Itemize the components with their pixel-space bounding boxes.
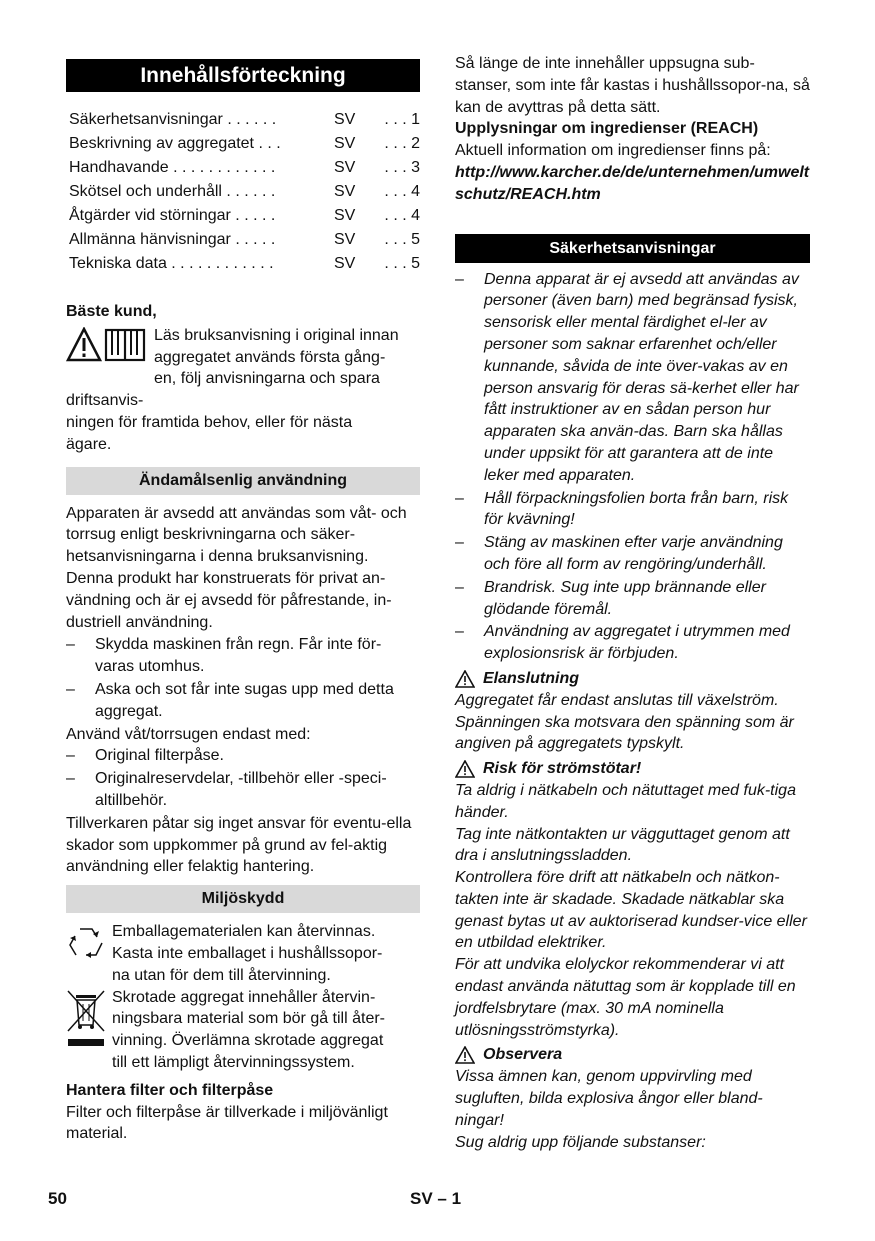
dash-bullet: – [66,747,75,765]
usage-para: Använd våt/torrsugen endast med: [66,725,311,743]
toc-label: Beskrivning av aggregatet . . . [69,135,281,152]
dash-bullet: – [455,270,464,288]
obs-para: Vissa ämnen kan, genom uppvirvling med sugluften, bilda explosiva ångor eller bland-ningar! [455,1068,763,1129]
safety-heading: Säkerhetsanvisningar [455,234,810,263]
dash-bullet: – [455,623,464,641]
reach-heading: Upplysningar om ingredienser (REACH) [455,120,759,138]
toc-row[interactable] [66,228,420,252]
toc-row[interactable] [66,180,420,204]
dash-bullet: – [455,534,464,552]
weee-line: vinning. Överlämna skrotade aggregat [112,1032,384,1050]
obs-heading-text: Observera [483,1046,563,1064]
toc-row[interactable] [66,108,420,132]
warning-icon [455,1046,475,1064]
toc-page: . . . 2 [384,135,420,152]
toc-page: . . . 4 [384,183,420,200]
reach-text: Aktuell information om ingredienser finns på: [455,142,771,160]
list-item [455,621,810,665]
greeting: Bäste kund, [66,303,157,320]
toc-row[interactable] [66,156,420,180]
intro-line: ningen för framtida behov, eller för nästa [66,413,353,431]
warning-manual-icon [66,327,148,370]
toc-row[interactable] [66,132,420,156]
list-item-text: Original filterpåse. [95,747,224,765]
toc-lang: SV [334,135,356,152]
toc-title: Innehållsförteckning [66,59,420,92]
shock-para: Kontrollera före drift att nätkabeln och nätkon-takten inte är skadade. Skadade nätkablar ska genast bytas ut av auktoriserad kundser-vice eller en utbildad elektriker. [455,869,807,952]
intro-line: en, följ anvisningarna och spara driftsanvis- [66,370,380,410]
usage-para: Apparaten är avsedd att användas som våt- och torrsug enligt beskrivningarna och säker-hetsanvisningarna i denna bruksanvisning. [66,504,407,566]
weee-line: Skrotade aggregat innehåller återvin- [112,988,376,1006]
toc-lang: SV [334,183,356,200]
recycle-icon [66,925,106,968]
intro-line: ägare. [66,435,112,453]
warning-icon [455,760,475,778]
elec-heading [455,668,810,690]
table-of-contents [66,108,420,276]
list-item-text: Originalreservdelar, -tillbehör eller -speci-altillbehör. [95,770,387,809]
list-item-text: Stäng av maskinen efter varje användning och före all form av rengöring/underhåll. [484,534,783,573]
toc-page: . . . 5 [384,231,420,248]
section-marker: SV – 1 [410,1189,462,1208]
toc-label: Skötsel och underhåll . . . . . . [69,183,276,200]
toc-row[interactable] [66,204,420,228]
elec-text: Aggregatet får endast anslutas till växelström. Spänningen ska motsvara den spänning som är angiven på aggregatets typskylt. [455,691,794,753]
weee-paragraph [66,987,420,1074]
safety-list [455,269,810,665]
right-column [455,53,810,1153]
list-item-text: Skydda maskinen från regn. Får inte för-varas utomhus. [95,636,382,676]
left-column [66,59,420,1145]
dash-bullet: – [66,636,75,654]
recycle-line: Kasta inte emballaget i hushållssopor- [112,944,383,962]
list-item-text: Användning av aggregatet i utrymmen med explosionsrisk är förbjuden. [484,623,790,663]
toc-lang: SV [334,159,356,176]
list-item [455,488,810,532]
list-item [66,768,420,812]
intro-line: Läs bruksanvisning i original innan [154,326,399,344]
dash-bullet: – [66,770,75,788]
toc-label: Allmänna hänvisningar . . . . . [69,231,276,248]
usage-para: Tillverkaren påtar sig inget ansvar för eventu-ella skador som uppkommer på grund av fel-aktig användning eller felaktig hantering. [66,814,412,876]
shock-para: För att undvika elolyckor rekommenderar vi att endast använda nätuttag som är kopplade till en jordfelsbrytare (max. 30 mA nominella utlösningsströmstyrka). [455,956,796,1039]
elec-heading-text: Elanslutning [483,669,579,687]
toc-lang: SV [334,207,356,224]
reach-link[interactable]: http://www.karcher.de/de/unternehmen/umweltschutz/REACH.htm [455,163,810,203]
list-item [66,745,420,767]
list-item [455,269,810,487]
toc-page: . . . 3 [384,159,420,176]
toc-label: Tekniska data . . . . . . . . . . . . [69,255,274,272]
toc-page: . . . 1 [384,111,420,128]
usage-para: Denna produkt har konstruerats för privat an-vändning och är ej avsedd för påfrestande, in-dustriell användning. [66,569,392,631]
list-item [66,679,420,723]
list-item-text: Håll förpackningsfolien borta från barn, risk för kvävning! [484,489,789,529]
list-item [455,532,810,576]
list-item-text: Denna apparat är ej avsedd att användas av personer (även barn) med begränsad fysisk, sensorisk eller mental färdighet el-ler av personer som saknar erfarenhet och/eller kunnande, såvida de inte över-vakas av en person ansvarig för deras sä-kerhet eller har fått instruktioner av en sådan person hur apparaten ska använ-das. Barn ska hållas under uppsikt för att garantera att de inte leker med apparaten. [484,270,799,484]
toc-label: Handhavande . . . . . . . . . . . . [69,159,276,176]
shock-heading-text: Risk för strömstötar! [483,760,642,778]
list-item [66,634,420,678]
filter-heading: Hantera filter och filterpåse [66,1081,274,1099]
toc-lang: SV [334,111,356,128]
list-item [455,577,810,621]
warning-icon [455,670,475,688]
intro-paragraph [66,325,420,456]
recycle-line: na utan för dem till återvinning. [112,966,331,984]
shock-para: Ta aldrig i nätkabeln och nätuttaget med fuk-tiga händer. [455,781,796,821]
page-number: 50 [48,1189,67,1208]
dash-bullet: – [455,578,464,596]
weee-line: till ett lämpligt återvinningssystem. [112,1053,355,1071]
list-item-text: Aska och sot får inte sugas upp med detta aggregat. [95,680,394,720]
shock-para: Tag inte nätkontakten ur vägguttaget genom att dra i anslutningssladden. [455,825,790,865]
recycle-line: Emballagematerialen kan återvinnas. [112,923,376,941]
toc-label: Säkerhetsanvisningar . . . . . . [69,111,277,128]
obs-heading [455,1044,810,1066]
disposal-para: Så länge de inte innehåller uppsugna sub-stanser, som inte får kastas i hushållssopor-na, så kan de avyttras på detta sätt. [455,55,810,116]
toc-label: Åtgärder vid störningar . . . . . [69,207,276,224]
toc-lang: SV [334,255,356,272]
crossed-bin-icon [66,989,106,1058]
dash-bullet: – [66,680,75,698]
obs-para: Sug aldrig upp följande substanser: [455,1133,706,1151]
weee-line: ningsbara material som bör gå till åter- [112,1010,386,1028]
toc-page: . . . 5 [384,255,420,272]
toc-lang: SV [334,231,356,248]
environment-heading: Miljöskydd [66,885,420,913]
intro-line: aggregatet används första gång- [154,348,386,366]
usage-heading: Ändamålsenlig användning [66,467,420,495]
filter-text: Filter och filterpåse är tillverkade i miljövänligt material. [66,1103,388,1143]
shock-heading [455,758,810,780]
toc-row[interactable] [66,252,420,276]
toc-page: . . . 4 [384,207,420,224]
dash-bullet: – [455,489,464,507]
list-item-text: Brandrisk. Sug inte upp brännande eller glödande föremål. [484,578,766,618]
recycle-paragraph [66,921,420,986]
